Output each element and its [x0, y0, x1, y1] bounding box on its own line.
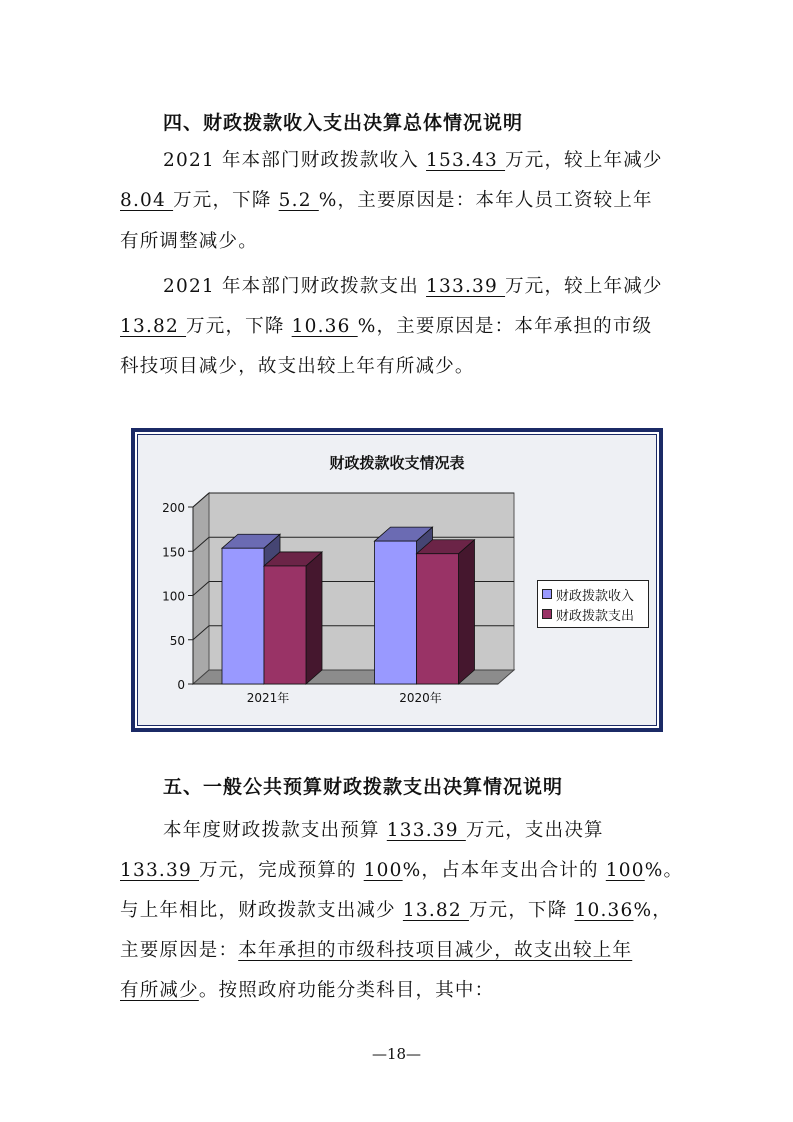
bar-side — [459, 540, 475, 684]
page-number: —18— — [371, 1045, 422, 1063]
paragraph-line — [120, 312, 652, 338]
paragraph-line — [120, 936, 632, 962]
y-tick-label: 0 — [177, 678, 185, 692]
paragraph-line — [120, 856, 683, 882]
paragraph-line — [163, 272, 663, 298]
legend-item — [542, 584, 644, 604]
x-tick-label: 2020年 — [399, 691, 442, 705]
text-span: 万元，下降 — [468, 900, 575, 921]
amount-value: 13.82 — [402, 900, 469, 921]
bar-side — [306, 552, 322, 684]
chart-legend — [537, 580, 649, 628]
legend-label: 财政拨款支出 — [556, 608, 635, 624]
text-span: %， — [633, 900, 672, 921]
paragraph-line — [163, 816, 604, 842]
paragraph-line: 科技项目减少，故支出较上年有所减少。 — [120, 356, 475, 377]
text-span: 万元，支出决算 — [465, 820, 604, 841]
amount-value: 153.43 — [426, 150, 506, 171]
text-span: 万元，较上年减少 — [505, 276, 663, 297]
reason-text: 本年承担的市级科技项目减少，故支出较上年 — [238, 940, 633, 961]
section4-heading: 四、财政拨款收入支出决算总体情况说明 — [163, 112, 524, 134]
text-span: 主要原因是： — [120, 940, 239, 961]
text-span: 万元，完成预算的 — [199, 860, 364, 881]
reason-text: 有所减少 — [120, 980, 199, 1001]
percent-value: 5.2 — [278, 190, 319, 211]
amount-value: 13.82 — [120, 316, 187, 337]
legend-swatch — [542, 589, 552, 599]
legend-label: 财政拨款收入 — [556, 588, 635, 604]
bar — [264, 566, 306, 684]
text-span: %。 — [644, 860, 684, 881]
section5-heading: 五、一般公共预算财政拨款支出决算情况说明 — [163, 776, 564, 798]
percent-value: 100 — [605, 860, 645, 881]
text-span: 与上年相比，财政拨款支出减少 — [120, 900, 403, 921]
chart-frame — [131, 428, 663, 732]
percent-value: 100 — [363, 860, 403, 881]
text-span: 万元，下降 — [186, 316, 292, 337]
text-span: %，主要原因是：本年承担的市级 — [357, 316, 653, 337]
amount-value: 133.39 — [426, 276, 506, 297]
legend-item — [542, 604, 644, 624]
text-span: 。按照政府功能分类科目，其中： — [198, 980, 495, 1001]
paragraph-line — [120, 186, 653, 212]
amount-value: 133.39 — [386, 820, 466, 841]
bar — [375, 541, 417, 684]
percent-value: 10.36 — [574, 900, 634, 921]
paragraph-line — [163, 146, 663, 172]
y-tick-label: 50 — [169, 633, 185, 648]
bar — [222, 548, 264, 684]
text-span: 2021 年本部门财政拨款收入 — [163, 150, 427, 171]
percent-value: 10.36 — [291, 316, 358, 337]
amount-value: 133.39 — [120, 860, 200, 881]
text-span: %，占本年支出合计的 — [402, 860, 606, 881]
bar — [417, 554, 459, 684]
paragraph-line — [120, 976, 494, 1002]
text-span: 万元，较上年减少 — [505, 150, 663, 171]
text-span: %，主要原因是：本年人员工资较上年 — [318, 190, 653, 211]
text-span: 2021 年本部门财政拨款支出 — [163, 276, 427, 297]
amount-value: 8.04 — [120, 190, 174, 211]
y-tick-label: 150 — [162, 545, 185, 560]
chart-title: 财政拨款收支情况表 — [329, 454, 465, 472]
text-span: 本年度财政拨款支出预算 — [163, 820, 387, 841]
legend-swatch — [542, 609, 552, 619]
paragraph-line: 有所调整减少。 — [120, 231, 258, 252]
x-tick-label: 2021年 — [246, 691, 290, 705]
paragraph-line — [120, 896, 672, 922]
y-tick-label: 200 — [162, 501, 185, 515]
y-tick-label: 100 — [162, 589, 185, 604]
text-span: 万元，下降 — [173, 190, 279, 211]
